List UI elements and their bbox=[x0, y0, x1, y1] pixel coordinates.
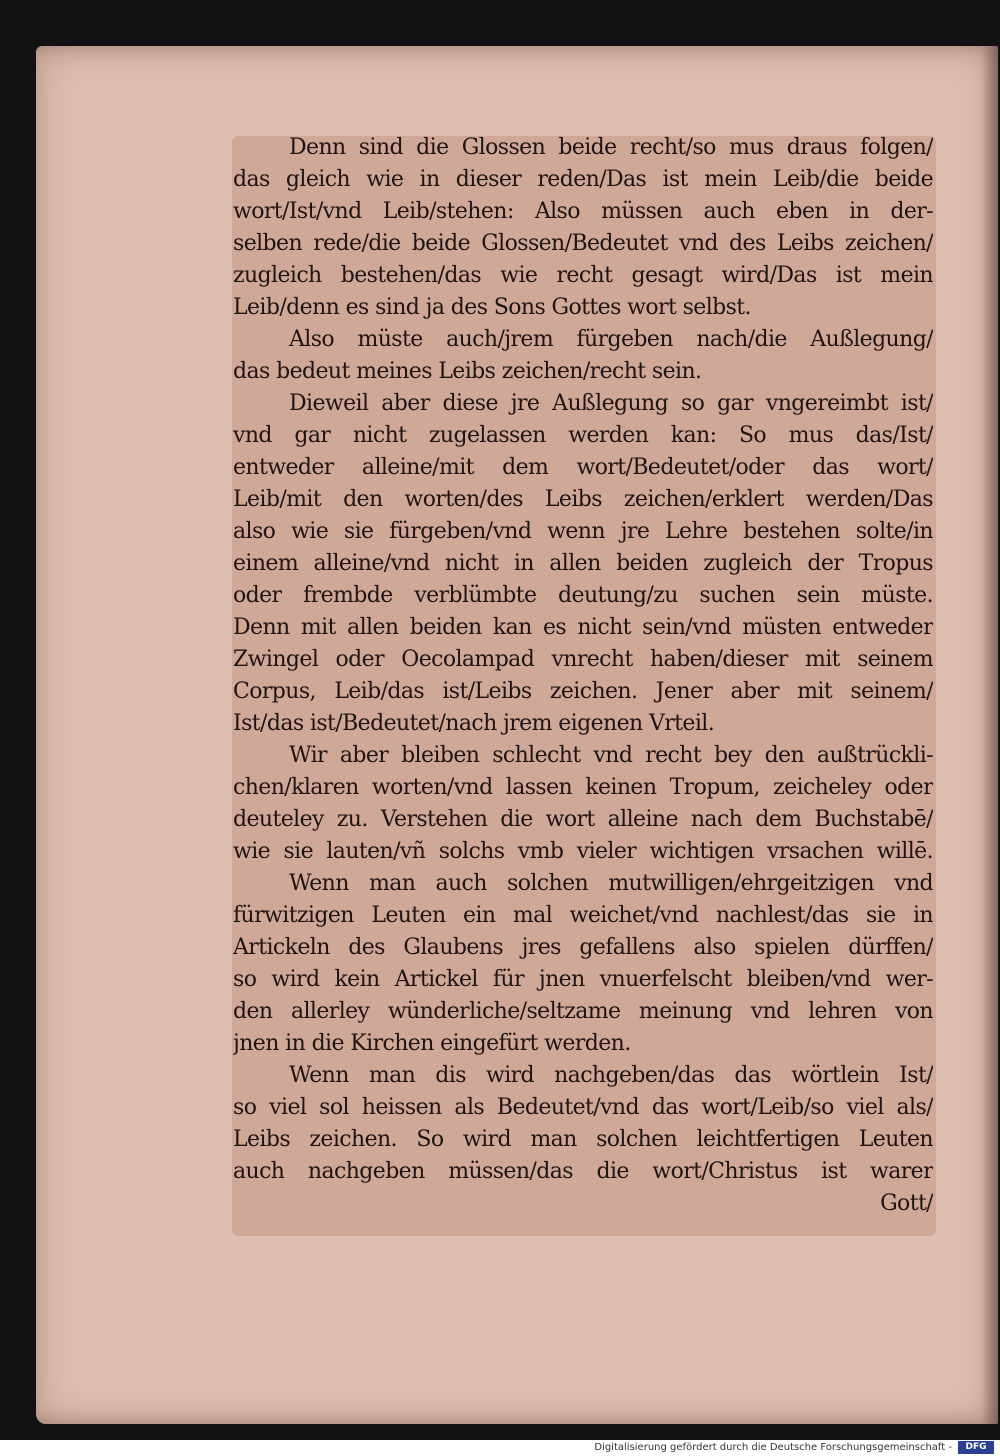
text-line-14: einem alleine/vnd nicht in allen beiden zugleich der Tropus bbox=[233, 551, 933, 576]
text-line-9: Dieweil aber diese jre Außlegung so gar vngereimbt ist/ bbox=[289, 391, 933, 416]
text-line-24: Wenn man auch solchen mutwilligen/ehrgeitzigen vnd bbox=[289, 871, 933, 896]
text-line-7: Also müste auch/jrem fürgeben nach/die Außlegung/ bbox=[289, 327, 933, 352]
text-line-23: wie sie lauten/vñ solchs vmb vieler wichtigen vrsachen willē. bbox=[233, 839, 933, 864]
page-text bbox=[233, 132, 933, 1220]
text-line-6: Leib/denn es sind ja des Sons Gottes wort selbst. bbox=[233, 295, 751, 320]
text-line-17: Zwingel oder Oecolampad vnrecht haben/dieser mit seinem bbox=[233, 647, 933, 672]
text-line-13: also wie sie fürgeben/vnd wenn jre Lehre bestehen solte/in bbox=[233, 519, 933, 544]
page-edge-shadow bbox=[982, 46, 998, 1424]
text-line-10: vnd gar nicht zugelassen werden kan: So mus das/Ist/ bbox=[233, 423, 933, 448]
text-line-20: Wir aber bleiben schlecht vnd recht bey den außtrückli- bbox=[289, 743, 933, 768]
catchword: Gott/ bbox=[880, 1191, 933, 1216]
text-line-16: Denn mit allen beiden kan es nicht sein/vnd müsten entweder bbox=[233, 615, 933, 640]
text-line-31: so viel sol heissen als Bedeutet/vnd das wort/Leib/so viel als/ bbox=[233, 1095, 933, 1120]
text-line-33: auch nachgeben müssen/das die wort/Christus ist warer bbox=[233, 1159, 933, 1184]
text-line-19: Ist/das ist/Bedeutet/nach jrem eigenen Vrteil. bbox=[233, 711, 715, 736]
text-line-5: zugleich bestehen/das wie recht gesagt wird/Das ist mein bbox=[233, 263, 933, 288]
text-line-1: Denn sind die Glossen beide recht/so mus draus folgen/ bbox=[289, 135, 933, 160]
text-line-25: fürwitzigen Leuten ein mal weichet/vnd nachlest/das sie in bbox=[233, 903, 933, 928]
text-line-30: Wenn man dis wird nachgeben/das das wörtlein Ist/ bbox=[289, 1063, 933, 1088]
text-line-4: selben rede/die beide Glossen/Bedeutet vnd des Leibs zeichen/ bbox=[233, 231, 933, 256]
text-line-12: Leib/mit den worten/des Leibs zeichen/erklert werden/Das bbox=[233, 487, 933, 512]
text-line-15: oder frembde verblümbte deutung/zu suchen sein müste. bbox=[233, 583, 933, 608]
text-line-2: das gleich wie in dieser reden/Das ist mein Leib/die beide bbox=[233, 167, 933, 192]
text-line-22: deuteley zu. Verstehen die wort alleine nach dem Buchstabē/ bbox=[233, 807, 933, 832]
text-line-11: entweder alleine/mit dem wort/Bedeutet/oder das wort/ bbox=[233, 455, 933, 480]
text-line-27: so wird kein Artickel für jnen vnuerfelscht bleiben/vnd wer- bbox=[233, 967, 933, 992]
text-line-29: jnen in die Kirchen eingefürt werden. bbox=[233, 1031, 631, 1056]
footer-bar bbox=[0, 1440, 1000, 1456]
text-line-32: Leibs zeichen. So wird man solchen leichtfertigen Leuten bbox=[233, 1127, 933, 1152]
text-line-26: Artickeln des Glaubens jres gefallens also spielen dürffen/ bbox=[233, 935, 933, 960]
text-line-3: wort/Ist/vnd Leib/stehen: Also müssen auch eben in der- bbox=[233, 199, 933, 224]
text-line-18: Corpus, Leib/das ist/Leibs zeichen. Jener aber mit seinem/ bbox=[233, 679, 933, 704]
text-line-8: das bedeut meines Leibs zeichen/recht sein. bbox=[233, 359, 702, 384]
footer-credit: Digitalisierung gefördert durch die Deutsche Forschungsgemeinschaft - bbox=[594, 1442, 952, 1453]
text-line-21: chen/klaren worten/vnd lassen keinen Tropum, zeicheley oder bbox=[233, 775, 933, 800]
text-line-28: den allerley wünderliche/seltzame meinung vnd lehren von bbox=[233, 999, 933, 1024]
dfg-logo-icon: DFG bbox=[958, 1441, 994, 1454]
